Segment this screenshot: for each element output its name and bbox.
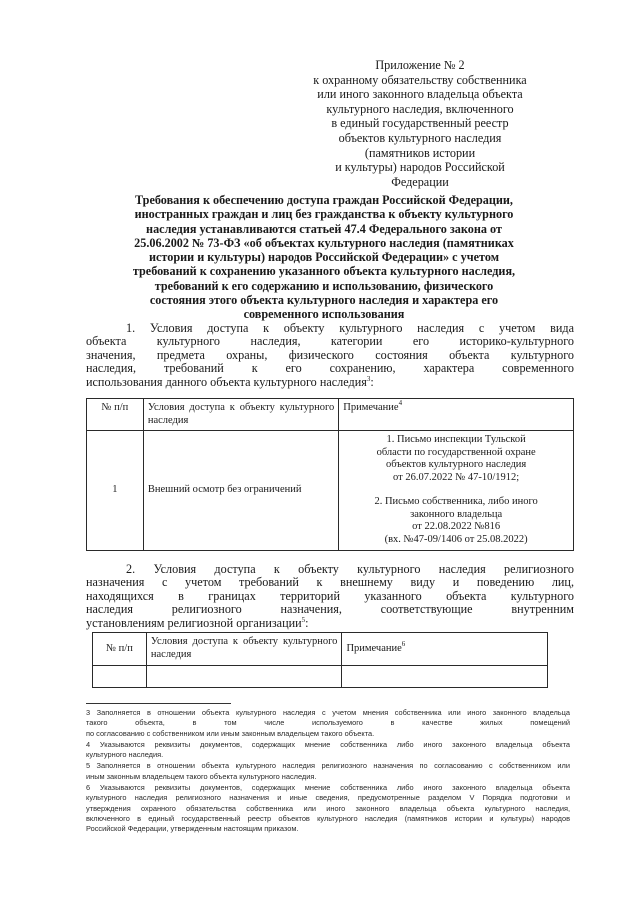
footnote-4 [86, 740, 570, 761]
footnote-ref-4: 4 [398, 399, 403, 407]
note-line-spacer [343, 484, 569, 496]
header-conditions: Условия доступа к объекту культурного наследия [146, 633, 342, 666]
footnote-line: культурного наследия. [86, 750, 164, 760]
footnote-line: 5 Заполняется в отношении объекта культурного наследия религиозного назначения по согласованию с собственником или [86, 761, 570, 771]
footnote-6 [86, 783, 570, 834]
header-note-label: Примечание [343, 402, 399, 413]
header-num: № п/п [87, 399, 144, 431]
appendix-line: к охранному обязательству собственника [313, 72, 527, 87]
row-conditions: Внешний осмотр без ограничений [143, 431, 338, 551]
table-header-row [93, 633, 548, 666]
section-1-paragraph [86, 322, 574, 389]
footnote-line: 4 Указываются реквизиты документов, содержащих мнение собственника либо иного законного владельца объекта [86, 739, 570, 749]
empty-cell [93, 666, 147, 688]
appendix-line: в единый государственный реестр [331, 116, 509, 131]
section-1-line: 1. Условия доступа к объекту культурного наследия с учетом вида [126, 321, 574, 335]
religious-access-table [92, 632, 548, 688]
footnotes [86, 707, 570, 835]
note-line: объектов культурного наследия [385, 459, 527, 470]
footnote-5 [86, 761, 570, 782]
footnote-line: культурного наследия религиозного назначения и иные сведения, предусмотренные разделом V Порядка подготовки и [86, 793, 570, 803]
title-line: 25.06.2002 № 73-ФЗ «об объектах культурного наследия (памятниках [134, 235, 514, 250]
footnote-line: утверждения охранного обязательства собственника или иного законного владельца объекта культурного наследия, [86, 803, 570, 813]
section-2-line: установлениям религиозной организации [86, 615, 302, 630]
row-note [339, 431, 574, 551]
section-2-paragraph [86, 563, 574, 630]
footnote-ref-5: 5 [301, 615, 306, 624]
row-num: 1 [87, 431, 144, 551]
footnote-line: Российской Федерации, утвержденным настоящим приказом. [86, 824, 299, 834]
note-line: от 22.08.2022 №816 [412, 521, 501, 532]
section-1-line: значения, предмета охраны, физического состояния объекта культурного [86, 347, 574, 362]
note-line: 1. Письмо инспекции Тульской [386, 434, 526, 445]
note-line: 2. Письмо собственника, либо иного [374, 496, 538, 507]
title-line: состояния этого объекта культурного наследия и характера его [149, 293, 499, 308]
title-line: современного использования [243, 307, 405, 322]
footnote-line: 3 Заполняется в отношении объекта культурного наследия с учетом мнения собственника или иного законного владельца [86, 708, 570, 717]
note-line: области по государственной охране [376, 446, 536, 458]
note-line: от 26.07.2022 № 47-10/1912; [393, 471, 520, 483]
header-num: № п/п [93, 633, 147, 666]
table-header-row [87, 399, 574, 431]
title-line: Требования к обеспечению доступа граждан Российской Федерации, [135, 193, 513, 207]
footnote-3 [86, 708, 570, 739]
footnote-ref-3: 3 [366, 374, 371, 383]
footnote-line: включенного в единый государственный реестр объектов культурного наследия (памятников истории и культуры) народов [86, 813, 570, 823]
note-line: (вх. №47-09/1406 от 25.08.2022) [384, 533, 528, 545]
section-1-line: наследия, требований к его сохранению, характера современного [86, 361, 574, 376]
footnote-line: иным законным владельцем такого объекта культурного наследия. [86, 771, 317, 781]
table-row [87, 431, 574, 551]
appendix-line: Приложение № 2 [375, 58, 465, 72]
section-2-line: 2. Условия доступа к объекту культурного наследия религиозного [126, 562, 574, 576]
access-conditions-table [86, 398, 574, 551]
appendix-line: или иного законного владельца объекта [317, 87, 523, 102]
footnote-line: по согласованию с собственником или иным законным владельцем такого объекта. [86, 728, 375, 738]
section-2-line: наследия религиозного назначения, соответствующие внутренним [86, 602, 574, 617]
footnote-ref-6: 6 [401, 639, 406, 648]
section-2-last-line [86, 617, 574, 630]
header-note [339, 399, 574, 431]
section-2-tail: : [305, 615, 309, 630]
section-1-line: объекта культурного наследия, категории его историко-культурного [86, 334, 574, 349]
title-line: истории и культуры) народов Российской Федерации» с учетом [148, 250, 499, 265]
footnote-line: такого объекта, в том числе используемого в качестве жилых помещений [86, 718, 570, 728]
footnote-line: 6 Указываются реквизиты документов, содержащих мнение собственника либо иного законного владельца объекта [86, 783, 570, 793]
title-line: требований к его содержанию и использованию, физического [154, 278, 494, 293]
section-1-line: использования данного объекта культурного наследия [86, 374, 367, 389]
appendix-line: объектов культурного наследия [338, 130, 502, 145]
title-line: требований к сохранению указанного объекта культурного наследия, [132, 264, 516, 279]
header-note-label: Примечание [346, 642, 402, 654]
appendix-line: (памятников истории [364, 145, 476, 160]
appendix-line: и культуры) народов Российской [335, 160, 505, 175]
title-line: наследия устанавливаются статьей 47.4 Федерального закона от [146, 221, 502, 236]
footnote-separator [86, 703, 231, 704]
document-title [80, 193, 568, 322]
appendix-header [270, 58, 570, 189]
header-conditions: Условия доступа к объекту культурного наследия [143, 399, 338, 431]
note-line: законного владельца [410, 508, 503, 520]
section-2-line: находящихся в границах территорий указанного объекта культурного [86, 588, 574, 603]
section-1-last-line: использования данного объекта культурного наследия$^3$: [86, 374, 374, 389]
section-2-line: назначения с учетом требований к внешнему виду и поведению лиц, [86, 575, 574, 590]
empty-cell [342, 666, 548, 688]
table-row [93, 666, 548, 688]
appendix-line: Федерации [391, 174, 449, 189]
empty-cell [146, 666, 342, 688]
header-note [342, 633, 548, 666]
title-line: иностранных граждан и лиц без гражданства к объекту культурного [134, 207, 514, 222]
appendix-line: культурного наследия, включенного [326, 101, 514, 116]
